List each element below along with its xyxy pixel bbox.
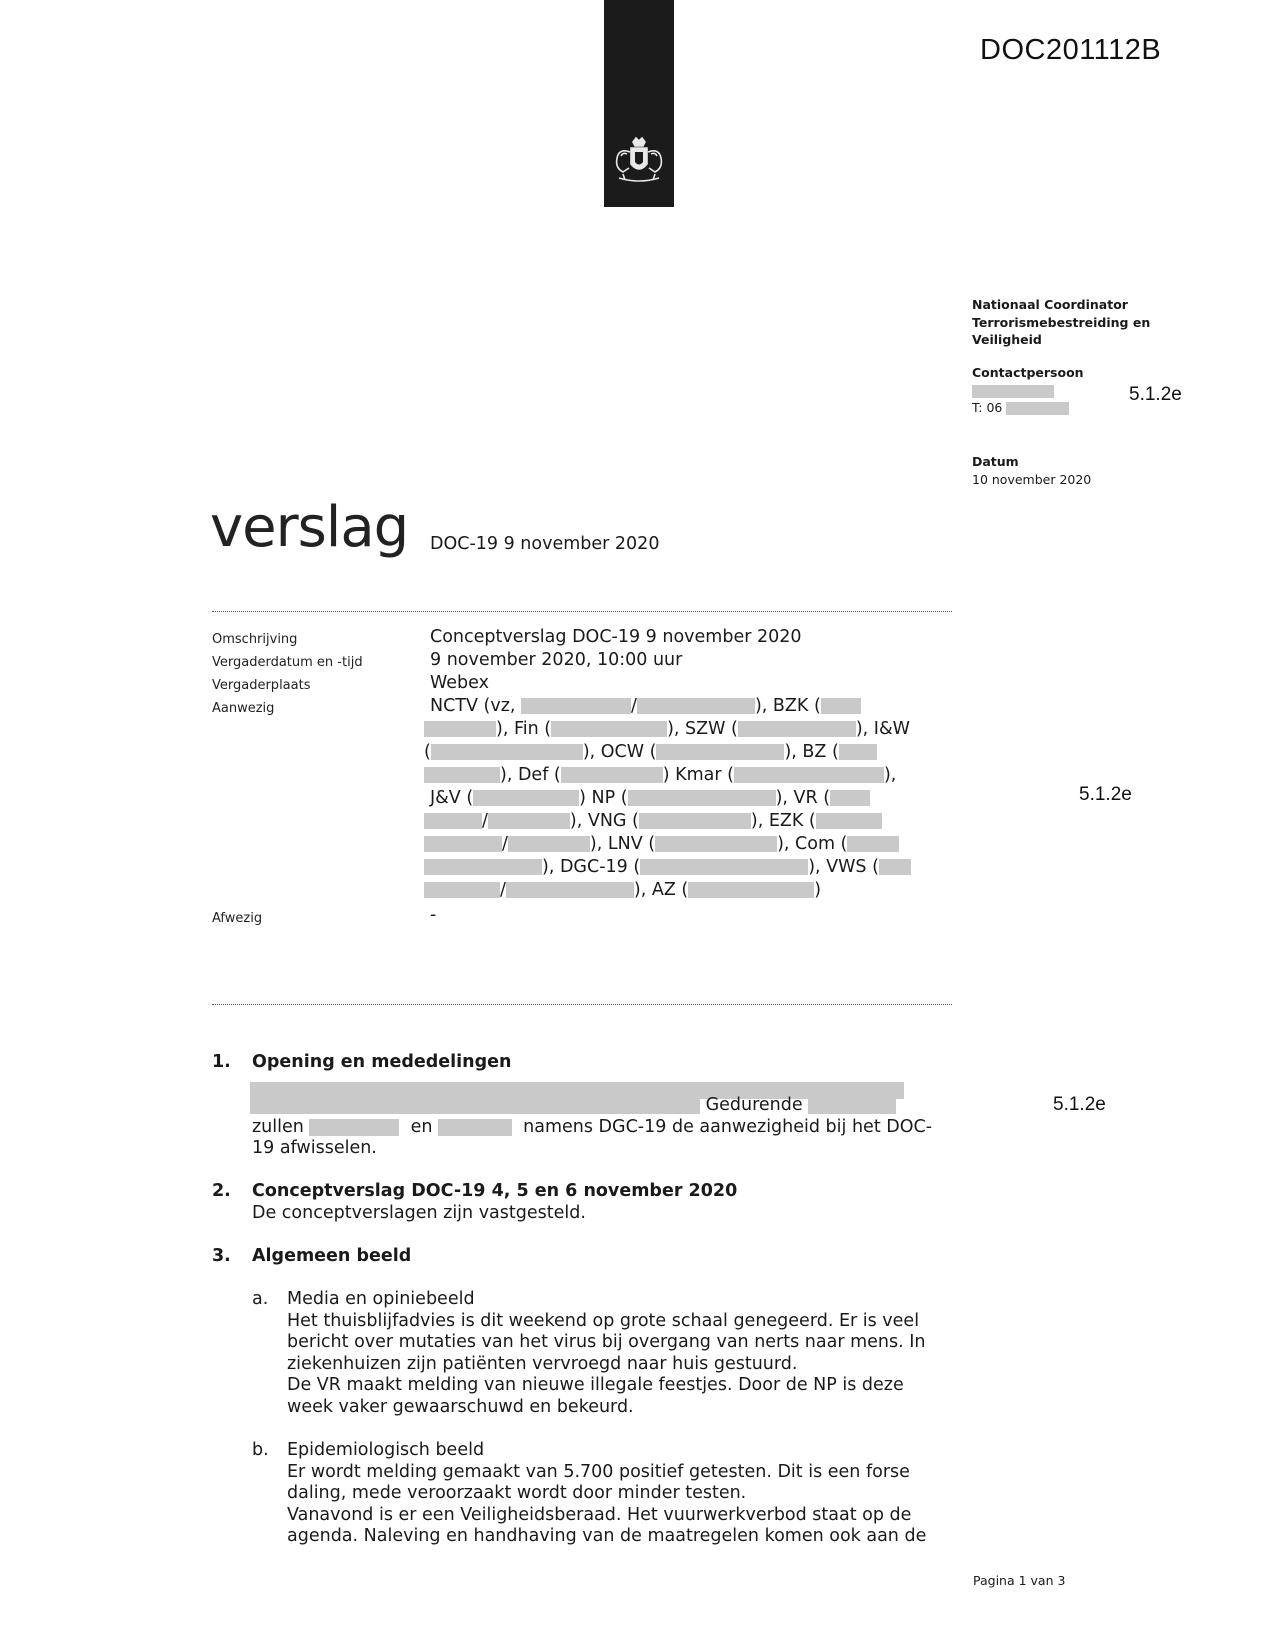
- coat-of-arms-icon: [609, 134, 669, 194]
- redacted-name: [488, 813, 570, 829]
- redacted-text: [309, 1119, 399, 1136]
- page-number: Pagina 1 van 3: [973, 1573, 1066, 1588]
- label-afwezig: Afwezig: [212, 911, 263, 926]
- paragraph-line: Vanavond is er een Veiligheidsberaad. Het vuurwerkverbod staat op de: [287, 1504, 912, 1525]
- redacted-name: [656, 744, 784, 760]
- subsection-letter: a.: [252, 1289, 269, 1309]
- attendance-text: ), OCW (: [582, 742, 657, 762]
- redacted-name: [688, 882, 814, 898]
- attendance-line: [424, 764, 896, 788]
- attendance-text: (: [424, 742, 431, 762]
- paragraph-line: week vaker gewaarschuwd en bekeurd.: [287, 1396, 634, 1417]
- divider-top: [212, 611, 952, 612]
- redacted-name: [424, 813, 482, 829]
- attendance-text: ), LNV (: [589, 834, 656, 854]
- redacted-name: [521, 698, 631, 714]
- paragraph-line: Het thuisblijfadvies is dit weekend op grote schaal genegeerd. Er is veel: [287, 1310, 920, 1331]
- document-code: DOC201112B: [980, 34, 1162, 66]
- attendance-text: /: [482, 811, 488, 831]
- attendance-line: [430, 787, 870, 811]
- page-title: verslag: [210, 495, 409, 560]
- attendance-text: ), Fin (: [496, 719, 552, 739]
- subsection-title: Media en opiniebeeld: [287, 1289, 475, 1309]
- redacted-name: [738, 721, 856, 737]
- attendance-text: ), DGC-19 (: [542, 857, 641, 877]
- attendance-list: [424, 695, 950, 905]
- phone-prefix: T: 06: [972, 400, 1003, 415]
- attendance-line: [430, 695, 861, 719]
- label-aanwezig: Aanwezig: [212, 701, 275, 716]
- section-number: 3.: [212, 1246, 231, 1266]
- org-name-line3: Veiligheid: [972, 332, 1042, 347]
- redacted-text: [808, 1097, 896, 1114]
- section-1-line: 19 afwisselen.: [252, 1138, 377, 1158]
- redacted-name: [655, 836, 777, 852]
- redacted-name: [847, 836, 899, 852]
- date-block: [972, 453, 1091, 488]
- section-1-line: [252, 1117, 932, 1139]
- value-afwezig: -: [430, 905, 437, 925]
- page-subtitle: DOC-19 9 november 2020: [430, 534, 660, 554]
- attendance-text: /: [502, 834, 508, 854]
- attendance-text: NCTV (vz,: [430, 696, 516, 716]
- redacted-name: [424, 859, 542, 875]
- redacted-name: [424, 721, 496, 737]
- attendance-text: ), BZ (: [784, 742, 839, 762]
- org-name-line1: Nationaal Coordinator: [972, 297, 1128, 312]
- redacted-name: [734, 767, 884, 783]
- paragraph-line: daling, mede veroorzaakt wordt door minder testen.: [287, 1483, 747, 1503]
- attendance-text: /: [631, 696, 637, 716]
- date-label: Datum: [972, 454, 1019, 469]
- subsection-a: [287, 1289, 926, 1418]
- paragraph-line: ziekenhuizen zijn patiënten vervroegd naar huis gestuurd.: [287, 1353, 798, 1374]
- redacted-name: [640, 859, 808, 875]
- section-heading: Opening en mededelingen: [252, 1052, 512, 1072]
- paragraph-line: bericht over mutaties van het virus bij overgang van nerts naar mens. In: [287, 1332, 926, 1352]
- redacted-name: [551, 721, 667, 737]
- redacted-name: [431, 744, 583, 760]
- attendance-text: ), VWS (: [808, 857, 879, 877]
- annotation-5-1-2e-top: 5.1.2e: [1129, 384, 1182, 405]
- redacted-text: [438, 1119, 512, 1136]
- date-value: 10 november 2020: [972, 471, 1092, 487]
- attendance-line: [424, 741, 877, 765]
- redacted-name: [628, 790, 776, 806]
- attendance-text: ) NP (: [579, 788, 628, 808]
- annotation-5-1-2e-middle: 5.1.2e: [1079, 784, 1132, 805]
- redacted-name: [839, 744, 877, 760]
- redacted-phone: [1006, 402, 1069, 415]
- subsection-title: Epidemiologisch beeld: [287, 1440, 485, 1460]
- section-text: Gedurende: [705, 1095, 803, 1115]
- paragraph-line: Er wordt melding gemaakt van 5.700 positief getesten. Dit is een forse: [287, 1461, 910, 1482]
- attendance-line: [424, 810, 882, 834]
- attendance-text: ), BZK (: [754, 696, 821, 716]
- attendance-text: ) Kmar (: [662, 765, 734, 785]
- subsection-b: [287, 1440, 926, 1548]
- attendance-text: ): [814, 880, 822, 900]
- paragraph-line: agenda. Naleving en handhaving van de maatregelen komen ook aan de: [287, 1526, 927, 1546]
- value-omschrijving: Conceptverslag DOC-19 9 november 2020: [430, 627, 802, 647]
- attendance-text: ), VNG (: [569, 811, 639, 831]
- section-text: zullen: [252, 1117, 304, 1137]
- section-text: en: [410, 1117, 433, 1137]
- section-number: 1.: [212, 1052, 231, 1072]
- attendance-text: ), SZW (: [667, 719, 738, 739]
- redacted-text: [250, 1097, 700, 1114]
- attendance-text: ), I&W: [855, 719, 910, 739]
- attendance-text: J&V (: [430, 788, 474, 808]
- contact-label: Contactpersoon: [972, 365, 1084, 380]
- redacted-name: [879, 859, 911, 875]
- redacted-name: [639, 813, 751, 829]
- section-number: 2.: [212, 1181, 231, 1201]
- subsection-letter: b.: [252, 1440, 269, 1460]
- attendance-line: [424, 879, 821, 903]
- organisation-block: [972, 296, 1150, 349]
- attendance-text: ),: [883, 765, 897, 785]
- attendance-text: ), AZ (: [633, 880, 689, 900]
- label-vergaderplaats: Vergaderplaats: [212, 678, 311, 693]
- attendance-text: ), Com (: [777, 834, 848, 854]
- redacted-name: [424, 882, 500, 898]
- label-vergaderdatum: Vergaderdatum en -tijd: [212, 655, 363, 670]
- divider-bottom: [212, 1004, 952, 1005]
- label-omschrijving: Omschrijving: [212, 632, 298, 647]
- paragraph-line: De VR maakt melding van nieuwe illegale feestjes. Door de NP is deze: [287, 1375, 904, 1395]
- value-vergaderplaats: Webex: [430, 673, 489, 693]
- redacted-name: [473, 790, 579, 806]
- attendance-line: [424, 833, 899, 857]
- attendance-text: /: [500, 880, 506, 900]
- redacted-name: [561, 767, 663, 783]
- value-vergaderdatum: 9 november 2020, 10:00 uur: [430, 650, 683, 670]
- redacted-name: [821, 698, 861, 714]
- section-2-text: De conceptverslagen zijn vastgesteld.: [252, 1203, 586, 1223]
- logo-band: [604, 0, 674, 207]
- redacted-name: [424, 767, 500, 783]
- redacted-contact-name: [972, 385, 1054, 398]
- section-text: namens DGC-19 de aanwezigheid bij het DOC-: [523, 1117, 933, 1137]
- section-1-line: [250, 1095, 896, 1117]
- attendance-line: [424, 718, 910, 742]
- org-name-line2: Terrorismebestreiding en: [972, 314, 1151, 330]
- section-heading: Conceptverslag DOC-19 4, 5 en 6 november 2020: [252, 1181, 738, 1201]
- attendance-line: [424, 856, 911, 880]
- redacted-name: [816, 813, 882, 829]
- annotation-5-1-2e-bottom: 5.1.2e: [1053, 1094, 1106, 1115]
- contact-block: [972, 364, 1084, 417]
- redacted-name: [637, 698, 755, 714]
- attendance-text: ), EZK (: [750, 811, 816, 831]
- redacted-name: [508, 836, 590, 852]
- redacted-name: [424, 836, 502, 852]
- redacted-name: [506, 882, 634, 898]
- section-heading: Algemeen beeld: [252, 1246, 412, 1266]
- attendance-text: ), VR (: [775, 788, 831, 808]
- attendance-text: ), Def (: [500, 765, 561, 785]
- redacted-name: [830, 790, 870, 806]
